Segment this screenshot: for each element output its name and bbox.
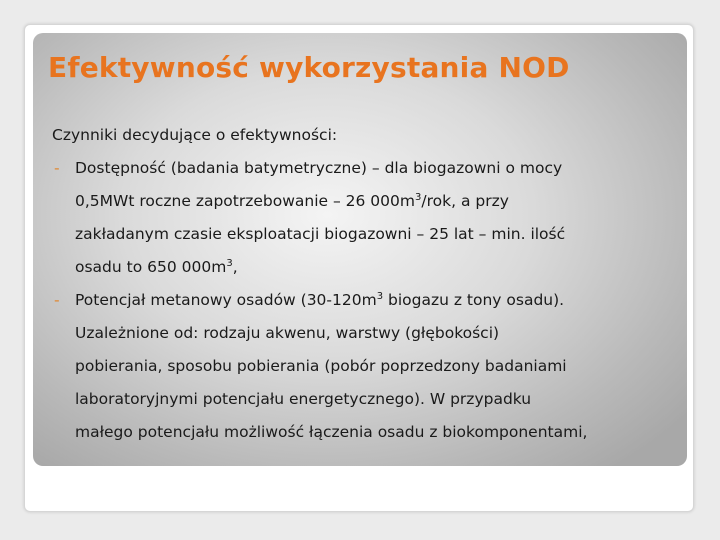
- bullet-item-availability: [52, 152, 677, 284]
- bullet-line: laboratoryjnymi potencjału energetycznego). W przypadku: [75, 390, 532, 408]
- content-panel: [33, 33, 687, 466]
- bullet-marker: -: [54, 291, 60, 309]
- superscript: 3: [415, 192, 422, 203]
- superscript: 3: [376, 291, 384, 302]
- bullet-line: Dostępność (badania batymetryczne) – dla biogazowni o mocy: [75, 159, 563, 177]
- bullet-line: osadu to 650 $000m^3$,: [75, 258, 238, 276]
- bullet-item-methane-potential: [52, 284, 677, 449]
- slide-body: [52, 119, 677, 449]
- slide-title: Efektywność wykorzystania NOD: [48, 51, 570, 84]
- bullet-line: małego potencjału możliwość łączenia osadu z biokomponentami,: [75, 423, 588, 441]
- bullet-line: pobierania, sposobu pobierania (pobór poprzedzony badaniami: [75, 357, 567, 375]
- bullet-line: 0,5MWt roczne zapotrzebowanie – 26 $000m^3$/rok, a przy: [75, 192, 509, 210]
- bullet-marker: -: [54, 159, 60, 177]
- bullet-line: Potencjał metanowy osadów ($30-120m^3$ biogazu z tony osadu).: [75, 291, 565, 309]
- bullet-line: zakładanym czasie eksploatacji biogazowni – 25 lat – min. ilość: [75, 225, 566, 243]
- intro-text: Czynniki decydujące o efektywności:: [52, 126, 338, 144]
- bullet-line: Uzależnione od: rodzaju akwenu, warstwy (głębokości): [75, 324, 500, 342]
- superscript: 3: [226, 258, 233, 269]
